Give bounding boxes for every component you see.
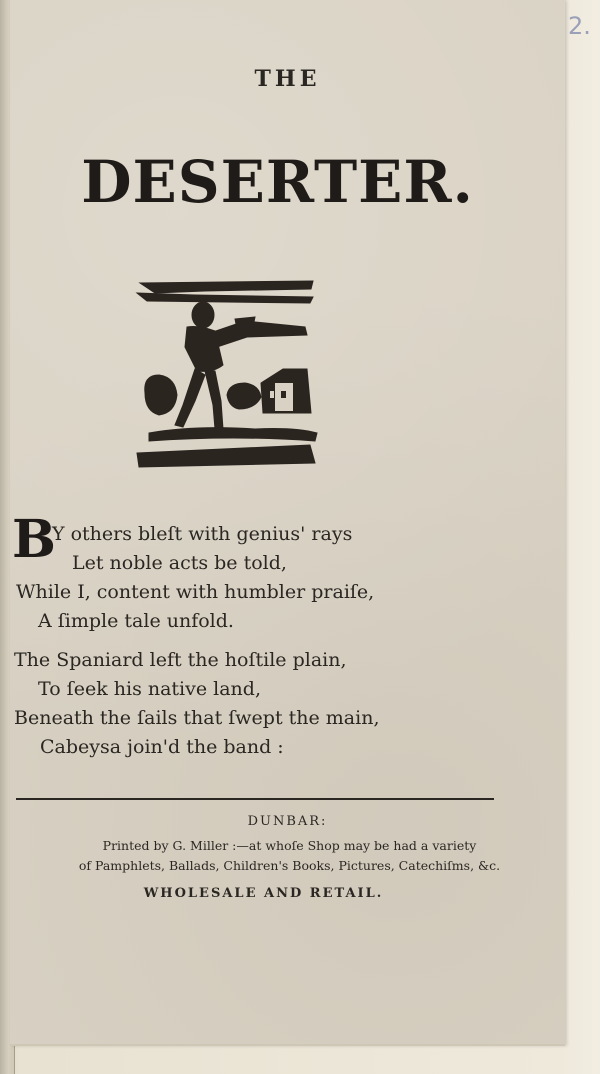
- poem-line: A ſimple tale unfold.: [38, 610, 234, 632]
- poem-line: The Spaniard left the hoſtile plain,: [14, 649, 347, 671]
- poem-line: Cabeysa join'd the band :: [40, 736, 284, 758]
- chapbook-page: [10, 0, 565, 1046]
- divider-rule: [16, 798, 494, 800]
- imprint-text: [12, 836, 567, 876]
- imprint-line-1: Printed by G. Miller :—at whoſe Shop may be had a variety: [102, 838, 477, 853]
- poem-line: Y others bleſt with genius' rays: [52, 523, 353, 545]
- poem-line: While I, content with humbler praiſe,: [16, 581, 375, 603]
- drop-cap: B: [12, 509, 56, 570]
- main-title: DESERTER.: [81, 148, 474, 216]
- man-firing-musket-icon: [135, 275, 320, 470]
- imprint-line-2: of Pamphlets, Ballads, Children's Books, Pictures, Catechiſms, &c.: [78, 858, 501, 873]
- pre-title: THE: [254, 66, 321, 92]
- poem-line: Beneath the ſails that ſwept the main,: [14, 707, 380, 729]
- wholesale-retail: WHOLESALE AND RETAIL.: [143, 886, 384, 901]
- poem-line: To ſeek his native land,: [38, 678, 261, 700]
- imprint-place: DUNBAR:: [247, 814, 328, 829]
- poem-line: Let noble acts be told,: [72, 552, 287, 574]
- page-number: 2.: [568, 12, 591, 40]
